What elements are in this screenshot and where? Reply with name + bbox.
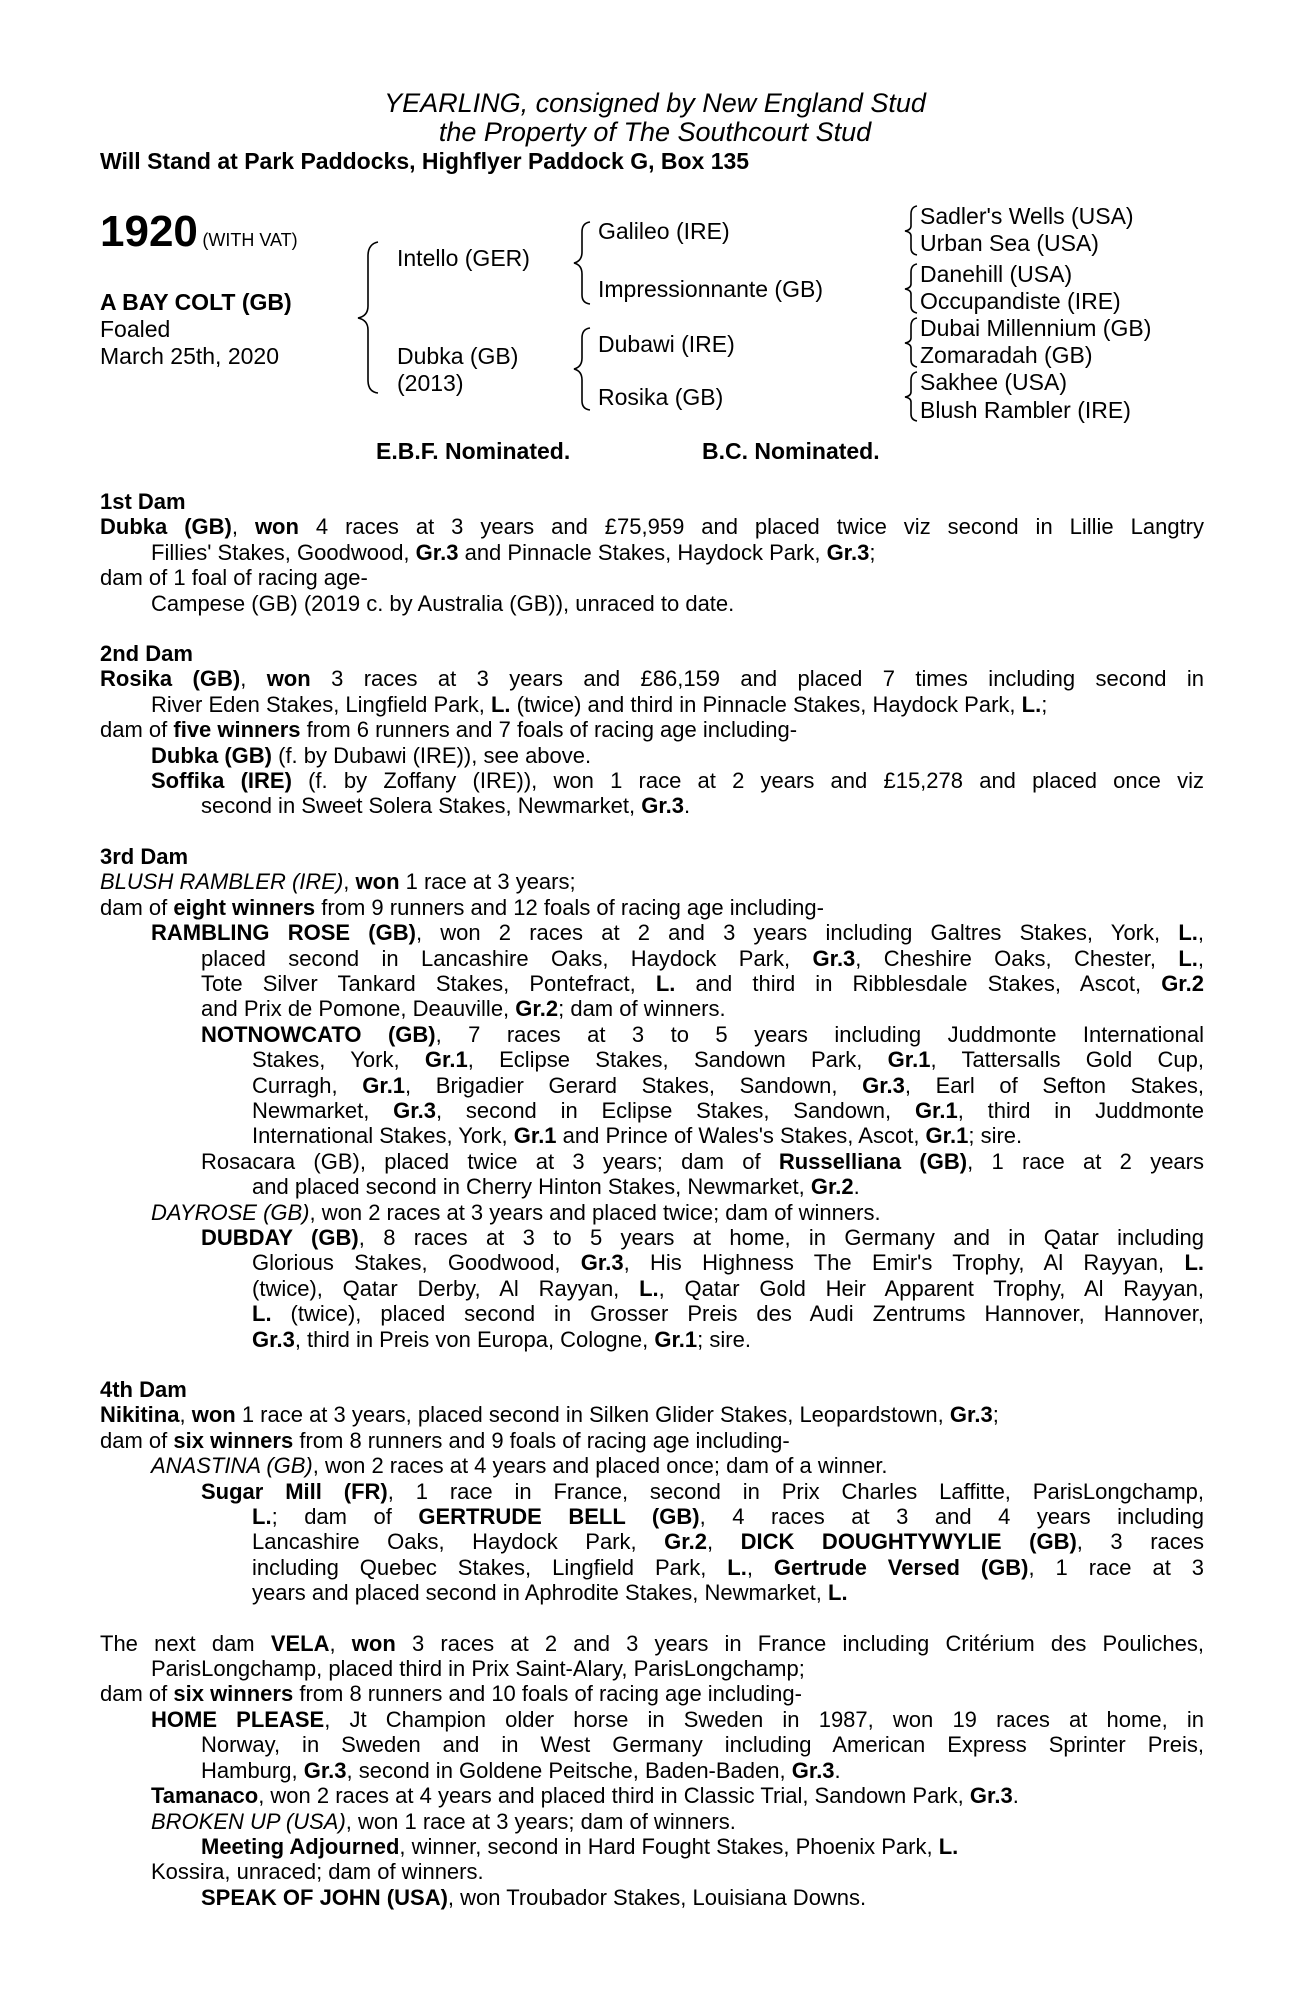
bold-text: L. bbox=[727, 1554, 747, 1580]
bold-text: L. bbox=[1178, 920, 1198, 946]
text: 3 races at 2 and 3 years in France including Critérium des Pouliches, bbox=[395, 1630, 1204, 1656]
dam-section bbox=[100, 641, 1204, 819]
italic-text: DAYROSE (GB) bbox=[151, 1199, 310, 1225]
text: , His Highness The Emir's Trophy, Al Rayyan, bbox=[623, 1250, 1185, 1276]
text: 3 races at 3 years and £86,159 and placed 7 times including second in bbox=[310, 666, 1204, 692]
bold-text: Gr.2 bbox=[1161, 970, 1204, 996]
text: ; bbox=[992, 1402, 999, 1428]
entry-line bbox=[100, 1529, 1204, 1554]
text: , bbox=[1197, 920, 1205, 946]
text: including Quebec Stakes, Lingfield Park, bbox=[252, 1554, 728, 1580]
sire-of-dam: Dubawi (IRE) bbox=[598, 331, 735, 357]
produce-entry bbox=[100, 1453, 1204, 1478]
bold-text: Gertrude Versed (GB) bbox=[773, 1554, 1029, 1580]
text: 4 races at 3 years and £75,959 and placed twice viz second in Lillie Langtry bbox=[298, 514, 1205, 540]
text: . bbox=[684, 793, 691, 819]
bold-text: eight winners bbox=[173, 894, 316, 920]
entry-line bbox=[100, 1631, 1204, 1656]
text: , Eclipse Stakes, Sandown Park, bbox=[467, 1047, 888, 1073]
bold-text: Nikitina bbox=[100, 1402, 180, 1428]
bold-text: Gr.3 bbox=[791, 1757, 835, 1783]
bold-text: Gr.1 bbox=[654, 1326, 698, 1352]
bold-text: Gr.2 bbox=[810, 1174, 854, 1200]
dam-section bbox=[100, 844, 1204, 1352]
text: , 8 races at 3 to 5 years at home, in Germany and in Qatar including bbox=[358, 1224, 1204, 1250]
entry-line bbox=[100, 565, 1204, 590]
bold-text: Gr.3 bbox=[862, 1072, 905, 1098]
text: and Pinnacle Stakes, Haydock Park, bbox=[458, 539, 827, 565]
text: , won 2 races at 3 years and placed twice; dam of winners. bbox=[309, 1199, 881, 1225]
dam-of-dam: Rosika (GB) bbox=[598, 384, 724, 410]
bold-text: HOME PLEASE bbox=[151, 1706, 325, 1732]
produce-entry bbox=[100, 717, 1204, 742]
bold-text: Gr.3 bbox=[580, 1250, 624, 1276]
text: , third in Juddmonte bbox=[957, 1097, 1204, 1123]
text: (twice), Qatar Derby, Al Rayyan, bbox=[252, 1275, 640, 1301]
ebf-nomination: E.B.F. Nominated. bbox=[376, 438, 571, 464]
entry-line bbox=[100, 1656, 1204, 1681]
text: , bbox=[746, 1554, 774, 1580]
bold-text: L. bbox=[639, 1275, 659, 1301]
text: River Eden Stakes, Lingfield Park, bbox=[151, 691, 491, 717]
text: (twice), placed second in Grosser Preis des Audi Zentrums Hannover, Hannover, bbox=[271, 1301, 1204, 1327]
italic-text: BROKEN UP (USA) bbox=[151, 1808, 346, 1834]
produce-entry bbox=[100, 1783, 1204, 1808]
produce-entry bbox=[100, 1022, 1204, 1149]
gen3-ancestor: Danehill (USA) bbox=[920, 261, 1073, 287]
text: 1 race at 3 years, placed second in Silken Glider Stakes, Leopardstown, bbox=[235, 1402, 950, 1428]
gen3-ancestor: Dubai Millennium (GB) bbox=[920, 315, 1152, 341]
bold-text: NOTNOWCATO (GB) bbox=[201, 1021, 436, 1047]
italic-text: ANASTINA (GB) bbox=[151, 1453, 313, 1479]
sire-of-sire: Galileo (IRE) bbox=[598, 218, 730, 244]
text: from 9 runners and 12 foals of racing age including- bbox=[315, 894, 824, 920]
produce-entry bbox=[100, 1479, 1204, 1606]
bold-text: Gr.3 bbox=[826, 539, 870, 565]
text: Curragh, bbox=[252, 1072, 363, 1098]
bold-text: Gr.2 bbox=[664, 1529, 707, 1555]
text: , won 2 races at 4 years and placed once; dam of a winner. bbox=[312, 1453, 888, 1479]
text: , bbox=[240, 666, 267, 692]
horse-description: A BAY COLT (GB) bbox=[100, 289, 292, 315]
bold-text: Gr.1 bbox=[914, 1097, 958, 1123]
produce-entry bbox=[100, 591, 1204, 616]
text: Fillies' Stakes, Goodwood, bbox=[151, 539, 416, 565]
entry-line bbox=[100, 1200, 1204, 1225]
produce-entry bbox=[100, 1707, 1204, 1783]
text: , 3 races bbox=[1076, 1529, 1204, 1555]
text: , Brigadier Gerard Stakes, Sandown, bbox=[405, 1072, 863, 1098]
bold-text: Gr.3 bbox=[969, 1783, 1013, 1809]
entry-line bbox=[100, 1022, 1204, 1047]
bold-text: six winners bbox=[173, 1681, 294, 1707]
italic-text: BLUSH RAMBLER (IRE) bbox=[100, 869, 344, 895]
entry-line bbox=[100, 1174, 1204, 1199]
bold-text: Gr.2 bbox=[515, 996, 559, 1022]
text: from 6 runners and 7 foals of racing age including- bbox=[300, 717, 798, 743]
entry-line bbox=[100, 768, 1204, 793]
entry-line bbox=[100, 1681, 1204, 1706]
text: , Cheshire Oaks, Chester, bbox=[855, 945, 1179, 971]
bold-text: L. bbox=[252, 1504, 272, 1530]
bold-text: six winners bbox=[173, 1427, 294, 1453]
entry-line bbox=[100, 920, 1204, 945]
section-heading: 1st Dam bbox=[100, 489, 186, 514]
bold-text: Gr.1 bbox=[362, 1072, 406, 1098]
entry-line bbox=[100, 1402, 1204, 1427]
entry-line bbox=[100, 1149, 1204, 1174]
entry-line bbox=[100, 1859, 1204, 1884]
bold-text: Gr.3 bbox=[812, 945, 856, 971]
entry-line bbox=[100, 1809, 1204, 1834]
entry-line bbox=[100, 1479, 1204, 1504]
bold-text: Gr.3 bbox=[252, 1326, 295, 1352]
bold-text: RAMBLING ROSE (GB) bbox=[151, 920, 416, 946]
text: ParisLongchamp, placed third in Prix Saint-Alary, ParisLongchamp; bbox=[151, 1656, 805, 1682]
text: , won Troubador Stakes, Louisiana Downs. bbox=[447, 1884, 867, 1910]
text: . bbox=[834, 1757, 841, 1783]
text: ; sire. bbox=[968, 1123, 1023, 1149]
bold-text: won bbox=[254, 514, 299, 540]
entry-line bbox=[100, 1098, 1204, 1123]
bold-text: DICK DOUGHTYWYLIE (GB) bbox=[740, 1529, 1077, 1555]
bold-text: won bbox=[191, 1402, 236, 1428]
text: , second in Eclipse Stakes, Sandown, bbox=[435, 1097, 915, 1123]
text: , Tattersalls Gold Cup, bbox=[930, 1047, 1204, 1073]
bold-text: VELA bbox=[270, 1630, 330, 1656]
text: , third in Preis von Europa, Cologne, bbox=[294, 1326, 655, 1352]
text: dam of 1 foal of racing age- bbox=[100, 565, 368, 591]
produce-entry bbox=[100, 1885, 1204, 1910]
text: dam of bbox=[100, 1681, 174, 1707]
text: ; dam of winners. bbox=[558, 996, 726, 1022]
bc-nomination: B.C. Nominated. bbox=[702, 438, 880, 464]
dam-section bbox=[100, 489, 1204, 616]
text: , bbox=[179, 1402, 192, 1428]
dam-year: (2013) bbox=[397, 370, 464, 396]
bold-text: Dubka (GB) bbox=[100, 514, 232, 540]
text: and Prix de Pomone, Deauville, bbox=[201, 996, 516, 1022]
produce-entry bbox=[100, 1149, 1204, 1200]
bold-text: Gr.3 bbox=[641, 793, 685, 819]
produce-entry bbox=[100, 768, 1204, 819]
gen3-ancestor: Occupandiste (IRE) bbox=[920, 288, 1121, 314]
section-heading: 3rd Dam bbox=[100, 843, 189, 869]
bold-text: Gr.3 bbox=[303, 1757, 347, 1783]
dam: Dubka (GB) bbox=[397, 343, 519, 369]
entry-line bbox=[100, 1885, 1204, 1910]
text: from 8 runners and 9 foals of racing age including- bbox=[293, 1427, 790, 1453]
bold-text: Tamanaco bbox=[151, 1783, 259, 1809]
dam-section bbox=[100, 1377, 1204, 1606]
gen3-ancestor: Blush Rambler (IRE) bbox=[920, 397, 1131, 423]
entry-line bbox=[100, 946, 1204, 971]
text: , second in Goldene Peitsche, Baden-Baden, bbox=[346, 1757, 792, 1783]
text: International Stakes, York, bbox=[252, 1123, 514, 1149]
entry-line bbox=[100, 1250, 1204, 1275]
section-heading: 4th Dam bbox=[100, 1377, 187, 1402]
produce-entry bbox=[100, 514, 1204, 565]
entry-line bbox=[100, 1047, 1204, 1072]
property-line: the Property of The Southcourt Stud bbox=[438, 117, 872, 147]
gen3-ancestor: Sakhee (USA) bbox=[920, 369, 1068, 395]
text: , 1 race at 2 years bbox=[967, 1148, 1204, 1174]
text: ; dam of bbox=[271, 1504, 419, 1530]
text: Tote Silver Tankard Stakes, Pontefract, bbox=[201, 970, 656, 996]
text: (f. by Dubawi (IRE)), see above. bbox=[272, 742, 592, 768]
text: 1 race at 3 years; bbox=[399, 869, 576, 895]
entry-line bbox=[100, 717, 1204, 742]
bold-text: Meeting Adjourned bbox=[201, 1833, 400, 1859]
lot-number: 1920 bbox=[100, 207, 198, 256]
bold-text: Russelliana (GB) bbox=[778, 1148, 968, 1174]
entry-line bbox=[100, 1783, 1204, 1808]
entry-line bbox=[100, 591, 1204, 616]
entry-line bbox=[100, 743, 1204, 768]
bold-text: Rosika (GB) bbox=[100, 666, 241, 692]
bold-text: L. bbox=[655, 970, 676, 996]
text: Rosacara (GB), placed twice at 3 years; dam of bbox=[201, 1148, 779, 1174]
text: , won 1 race at 3 years; dam of winners. bbox=[345, 1808, 736, 1834]
gen3-ancestor: Urban Sea (USA) bbox=[920, 230, 1099, 256]
bold-text: L. bbox=[1178, 945, 1198, 971]
bold-text: Gr.3 bbox=[949, 1402, 993, 1428]
text: Lancashire Oaks, Haydock Park, bbox=[252, 1529, 665, 1555]
dam-of-sire: Impressionnante (GB) bbox=[598, 276, 823, 302]
text: , 1 race in France, second in Prix Charles Laffitte, ParisLongchamp, bbox=[387, 1478, 1204, 1504]
produce-entry bbox=[100, 565, 1204, 590]
bold-text: L. bbox=[1184, 1250, 1204, 1276]
produce-entry bbox=[100, 1225, 1204, 1352]
produce-entry bbox=[100, 1834, 1204, 1859]
entry-line bbox=[100, 1301, 1204, 1326]
bold-text: L. bbox=[1021, 691, 1042, 717]
entry-line bbox=[100, 1758, 1204, 1783]
text: , Qatar Gold Heir Apparent Trophy, Al Rayyan, bbox=[658, 1275, 1204, 1301]
dam-section bbox=[100, 1631, 1204, 1910]
entry-line bbox=[100, 1834, 1204, 1859]
text: (f. by Zoffany (IRE)), won 1 race at 2 years and £15,278 and placed once viz bbox=[291, 768, 1204, 794]
bold-text: Sugar Mill (FR) bbox=[201, 1478, 388, 1504]
bold-text: Dubka (GB) bbox=[151, 742, 272, 768]
entry-line bbox=[100, 514, 1204, 539]
bold-text: L. bbox=[490, 691, 511, 717]
text: years and placed second in Aphrodite Stakes, Newmarket, bbox=[252, 1580, 828, 1606]
gen3-ancestor: Zomaradah (GB) bbox=[920, 342, 1093, 368]
entry-line bbox=[100, 1327, 1204, 1352]
foaled-label: Foaled bbox=[100, 316, 171, 342]
text: Norway, in Sweden and in West Germany including American Express Sprinter Preis, bbox=[201, 1732, 1204, 1758]
text: , bbox=[343, 869, 356, 895]
text: ; bbox=[1041, 691, 1048, 717]
text: Campese (GB) (2019 c. by Australia (GB)), unraced to date. bbox=[151, 590, 735, 616]
bold-text: won bbox=[266, 666, 311, 692]
produce-entry bbox=[100, 869, 1204, 894]
text: , won 2 races at 4 years and placed third in Classic Trial, Sandown Park, bbox=[258, 1783, 970, 1809]
entry-line bbox=[100, 1453, 1204, 1478]
entry-line bbox=[100, 1580, 1204, 1605]
bold-text: L. bbox=[938, 1833, 959, 1859]
sire: Intello (GER) bbox=[397, 245, 530, 271]
text: and third in Ribblesdale Stakes, Ascot, bbox=[675, 970, 1162, 996]
text: Newmarket, bbox=[252, 1097, 394, 1123]
entry-line bbox=[100, 996, 1204, 1021]
produce-entry bbox=[100, 895, 1204, 920]
text: Stakes, York, bbox=[252, 1047, 425, 1073]
bold-text: Gr.1 bbox=[925, 1123, 969, 1149]
text: dam of bbox=[100, 1427, 174, 1453]
bold-text: DUBDAY (GB) bbox=[201, 1224, 359, 1250]
text: The next dam bbox=[100, 1630, 271, 1656]
bold-text: Soffika (IRE) bbox=[151, 768, 292, 794]
consignment-line: YEARLING, consigned by New England Stud bbox=[384, 88, 926, 118]
text: Glorious Stakes, Goodwood, bbox=[252, 1250, 581, 1276]
produce-entry bbox=[100, 1200, 1204, 1225]
entry-line bbox=[100, 1073, 1204, 1098]
vat-note: (WITH VAT) bbox=[202, 230, 298, 250]
produce-entry bbox=[100, 1859, 1204, 1884]
text: , Jt Champion older horse in Sweden in 1987, won 19 races at home, in bbox=[324, 1706, 1204, 1732]
bold-text: won bbox=[355, 869, 400, 895]
entry-line bbox=[100, 1504, 1204, 1529]
produce-entry bbox=[100, 1681, 1204, 1706]
location-line: Will Stand at Park Paddocks, Highflyer Paddock G, Box 135 bbox=[100, 148, 750, 174]
text: placed second in Lancashire Oaks, Haydock Park, bbox=[201, 945, 813, 971]
bold-text: Gr.1 bbox=[424, 1047, 468, 1073]
bold-text: GERTRUDE BELL (GB) bbox=[418, 1504, 700, 1530]
produce-entry bbox=[100, 920, 1204, 1022]
foaled-date: March 25th, 2020 bbox=[100, 343, 280, 369]
text: , Earl of Sefton Stakes, bbox=[904, 1072, 1204, 1098]
bold-text: Gr.3 bbox=[393, 1097, 436, 1123]
text: , winner, second in Hard Fought Stakes, Phoenix Park, bbox=[399, 1833, 939, 1859]
produce-entry bbox=[100, 666, 1204, 717]
text: dam of bbox=[100, 894, 174, 920]
entry-line bbox=[100, 1123, 1204, 1148]
bold-text: Gr.1 bbox=[513, 1123, 557, 1149]
text: ; sire. bbox=[697, 1326, 751, 1352]
text: and Prince of Wales's Stakes, Ascot, bbox=[556, 1123, 926, 1149]
text: , bbox=[231, 514, 255, 540]
text: , bbox=[706, 1529, 741, 1555]
entry-line bbox=[100, 793, 1204, 818]
entry-line bbox=[100, 869, 1204, 894]
entry-line bbox=[100, 540, 1204, 565]
text: , bbox=[1197, 945, 1204, 971]
text: (twice) and third in Pinnacle Stakes, Haydock Park, bbox=[510, 691, 1022, 717]
bold-text: five winners bbox=[173, 717, 301, 743]
bold-text: won bbox=[351, 1630, 396, 1656]
bold-text: L. bbox=[828, 1580, 848, 1606]
text: ; bbox=[869, 539, 876, 565]
entry-line bbox=[100, 971, 1204, 996]
text: , won 2 races at 2 and 3 years including Galtres Stakes, York, bbox=[415, 920, 1179, 946]
text: , 1 race at 3 bbox=[1028, 1554, 1204, 1580]
entry-line bbox=[100, 1428, 1204, 1453]
gen3-ancestor: Sadler's Wells (USA) bbox=[920, 203, 1134, 229]
text: . bbox=[1012, 1783, 1019, 1809]
entry-line bbox=[100, 895, 1204, 920]
entry-line bbox=[100, 1732, 1204, 1757]
text: , 4 races at 3 and 4 years including bbox=[699, 1504, 1204, 1530]
produce-entry bbox=[100, 743, 1204, 768]
text: . bbox=[853, 1174, 860, 1200]
text: dam of bbox=[100, 717, 174, 743]
produce-entry bbox=[100, 1402, 1204, 1427]
text: from 8 runners and 10 foals of racing age including- bbox=[293, 1681, 802, 1707]
section-heading: 2nd Dam bbox=[100, 641, 193, 667]
text: , 7 races at 3 to 5 years including Juddmonte International bbox=[435, 1021, 1204, 1047]
entry-line bbox=[100, 1707, 1204, 1732]
entry-line bbox=[100, 1225, 1204, 1250]
bold-text: Gr.3 bbox=[415, 539, 459, 565]
produce-entry bbox=[100, 1809, 1204, 1834]
text: and placed second in Cherry Hinton Stakes, Newmarket, bbox=[252, 1174, 811, 1200]
bold-text: Gr.1 bbox=[887, 1047, 931, 1073]
text: Kossira, unraced; dam of winners. bbox=[151, 1859, 484, 1885]
entry-line bbox=[100, 1276, 1204, 1301]
produce-entry bbox=[100, 1428, 1204, 1453]
produce-entry bbox=[100, 1631, 1204, 1682]
text: second in Sweet Solera Stakes, Newmarket, bbox=[201, 793, 642, 819]
entry-line bbox=[100, 692, 1204, 717]
bold-text: L. bbox=[252, 1301, 272, 1327]
entry-line bbox=[100, 1555, 1204, 1580]
entry-line bbox=[100, 666, 1204, 691]
bold-text: SPEAK OF JOHN (USA) bbox=[201, 1884, 448, 1910]
text: Hamburg, bbox=[201, 1757, 304, 1783]
dam-line-pages bbox=[100, 489, 1204, 1935]
text: , bbox=[329, 1630, 352, 1656]
